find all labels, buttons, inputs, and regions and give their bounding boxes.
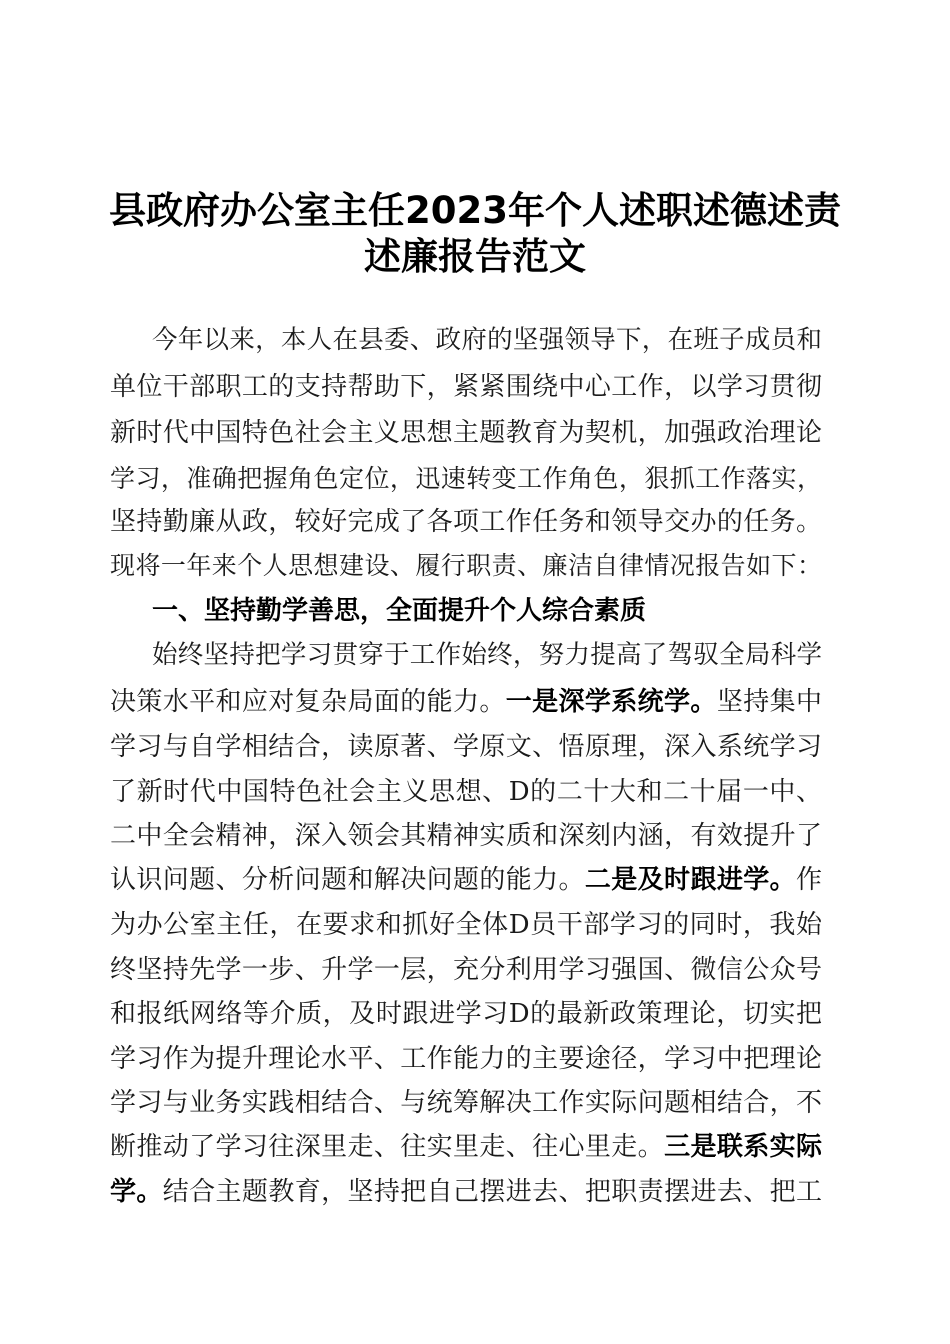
intro-paragraph-line: 坚持勤廉从政，较好完成了各项工作任务和领导交办的任务。 bbox=[110, 507, 822, 537]
bold-point-label: 三是联系实际 bbox=[664, 1132, 822, 1162]
intro-paragraph-line: 单位干部职工的支持帮助下，紧紧围绕中心工作，以学习贯彻 bbox=[110, 372, 822, 402]
intro-paragraph-line: 学习，准确把握角色定位，迅速转变工作角色，狠抓工作落实， bbox=[110, 464, 822, 493]
body-paragraph-line: 了新时代中国特色社会主义思想、D的二十大和二十届一中、 bbox=[110, 777, 822, 807]
body-text: 决策水平和应对复杂局面的能力。 bbox=[110, 687, 506, 717]
body-paragraph-line: 学习与自学相结合，读原著、学原文、悟原理，深入系统学习 bbox=[110, 732, 822, 762]
body-text: 认识问题、分析问题和解决问题的能力。 bbox=[110, 865, 585, 895]
body-text: 坚持集中 bbox=[716, 687, 822, 717]
body-paragraph-line: 和报纸网络等介质，及时跟进学习D的最新政策理论，切实把 bbox=[110, 999, 822, 1029]
body-paragraph-line: 终坚持先学一步、升学一层，充分利用学习强国、微信公众号 bbox=[110, 955, 822, 985]
body-paragraph-line: 学习与业务实践相结合、与统筹解决工作实际问题相结合，不 bbox=[110, 1088, 822, 1118]
intro-paragraph-line: 现将一年来个人思想建设、履行职责、廉洁自律情况报告如下： bbox=[110, 551, 822, 580]
body-paragraph-line bbox=[110, 689, 822, 715]
body-paragraph-line bbox=[110, 1134, 822, 1160]
document-title-line-1: 县政府办公室主任2023年个人述职述德述责 bbox=[109, 189, 841, 232]
body-paragraph-line: 二中全会精神，深入领会其精神实质和深刻内涵，有效提升了 bbox=[110, 821, 822, 851]
body-paragraph-line: 学习作为提升理论水平、工作能力的主要途径，学习中把理论 bbox=[110, 1044, 822, 1074]
body-text: 结合主题教育，坚持把自己摆进去、把职责摆进去、把工 bbox=[162, 1177, 822, 1207]
body-paragraph-line bbox=[110, 867, 822, 893]
body-paragraph-line bbox=[110, 1179, 822, 1205]
bold-point-label: 学。 bbox=[110, 1177, 163, 1207]
body-text: 作 bbox=[795, 865, 822, 895]
body-paragraph-line: 为办公室主任，在要求和抓好全体D员干部学习的同时，我始 bbox=[110, 910, 822, 940]
bold-point-label: 一是深学系统学。 bbox=[505, 687, 717, 717]
document-title-line-2: 述廉报告范文 bbox=[364, 235, 586, 278]
bold-point-label: 二是及时跟进学。 bbox=[584, 865, 796, 895]
intro-paragraph-line: 新时代中国特色社会主义思想主题教育为契机，加强政治理论 bbox=[110, 418, 822, 448]
section-heading: 一、坚持勤学善思，全面提升个人综合素质 bbox=[152, 596, 647, 626]
intro-paragraph-line: 今年以来，本人在县委、政府的坚强领导下，在班子成员和 bbox=[152, 325, 822, 355]
body-text: 断推动了学习往深里走、往实里走、往心里走。 bbox=[110, 1132, 665, 1162]
body-paragraph-line: 始终坚持把学习贯穿于工作始终，努力提高了驾驭全局科学 bbox=[152, 640, 822, 670]
